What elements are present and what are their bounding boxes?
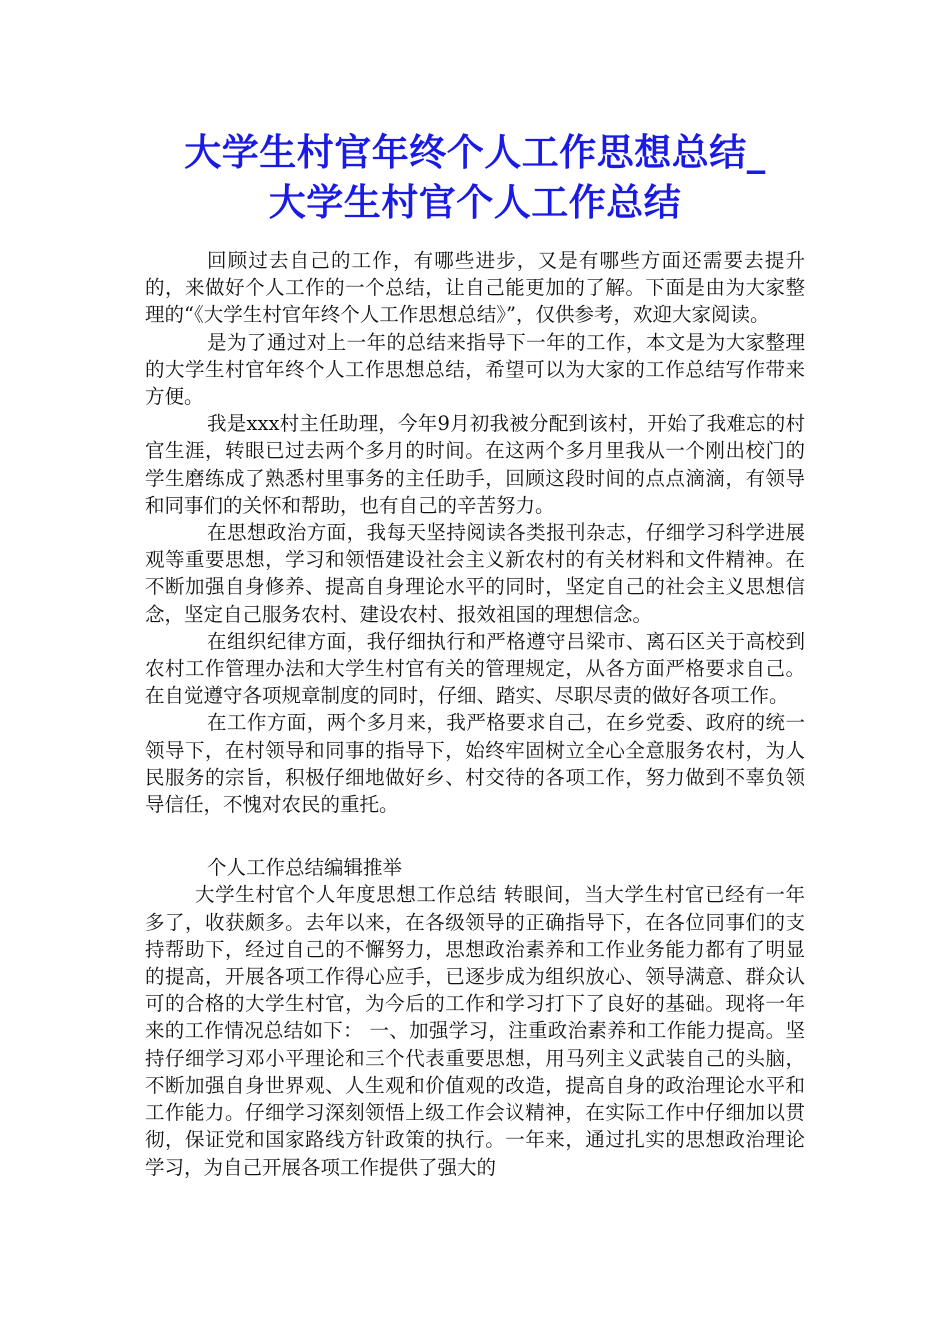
document-body (145, 247, 805, 1181)
paragraph-spacer (145, 818, 805, 854)
paragraph-work: 在工作方面，两个多月来，我严格要求自己，在乡党委、政府的统一领导下，在村领导和同事的指导下，始终牢固树立全心全意服务农村，为人民服务的宗旨，积极仔细地做好乡、村交待的各项工作，努力做到不辜负领导信任，不愧对农民的重托。 (145, 711, 805, 817)
paragraph-self-intro: 我是xxx村主任助理，今年9月初我被分配到该村，开始了我难忘的村官生涯，转眼已过去两个多月的时间。在这两个多月里我从一个刚出校门的学生磨练成了熟悉村里事务的主任助手，回顾这段时间的点点滴滴，有领导和同事们的关怀和帮助，也有自己的辛苦努力。 (145, 412, 805, 517)
title-line-2: 大学生村官个人工作总结 (268, 181, 682, 224)
paragraph-purpose: 是为了通过对上一年的总结来指导下一年的工作，本文是为大家整理的大学生村官年终个人工作思想总结，希望可以为大家的工作总结写作带来方便。 (145, 330, 805, 409)
title-line-1: 大学生村官年终个人工作思想总结_ (184, 131, 766, 174)
paragraph-political: 在思想政治方面，我每天坚持阅读各类报刊杂志，仔细学习科学进展观等重要思想，学习和领悟建设社会主义新农村的有关材料和文件精神。在不断加强自身修养、提高自身理论水平的同时，坚定自己的社会主义思想信念，坚定自己服务农村、建设农村、报效祖国的理想信念。 (145, 521, 805, 626)
paragraph-discipline: 在组织纪律方面，我仔细执行和严格遵守吕梁市、离石区关于高校到农村工作管理办法和大学生村官有关的管理规定，从各方面严格要求自己。在自觉遵守各项规章制度的同时，仔细、踏实、尽职尽责的做好各项工作。 (145, 629, 805, 708)
paragraph-annual-summary: 大学生村官个人年度思想工作总结 转眼间，当大学生村官已经有一年多了，收获颇多。去年以来，在各级领导的正确指导下，在各位同事们的支持帮助下，经过自己的不懈努力，思想政治素养和工作业务能力都有了明显的提高，开展各项工作得心应手，已逐步成为组织放心、领导满意、群众认可的合格的大学生村官，为今后的工作和学习打下了良好的基础。现将一年来的工作情况总结如下： 一、加强学习，注重政治素养和工作能力提高。坚持仔细学习邓小平理论和三个代表重要思想，用马列主义武装自己的头脑，不断加强自身世界观、人生观和价值观的改造，提高自身的政治理论水平和工作能力。仔细学习深刻领悟上级工作会议精神，在实际工作中仔细加以贯彻，保证党和国家路线方针政策的执行。一年来，通过扎实的思想政治理论学习，为自己开展各项工作提供了强大的 (145, 883, 805, 1179)
document-title (120, 128, 830, 228)
section-subheading: 个人工作总结编辑推举 (207, 856, 403, 880)
paragraph-intro: 回顾过去自己的工作，有哪些进步，又是有哪些方面还需要去提升的，来做好个人工作的一个总结，让自己能更加的了解。下面是由为大家整理的“《大学生村官年终个人工作思想总结》”，仅供参考，欢迎大家阅读。 (145, 249, 805, 327)
